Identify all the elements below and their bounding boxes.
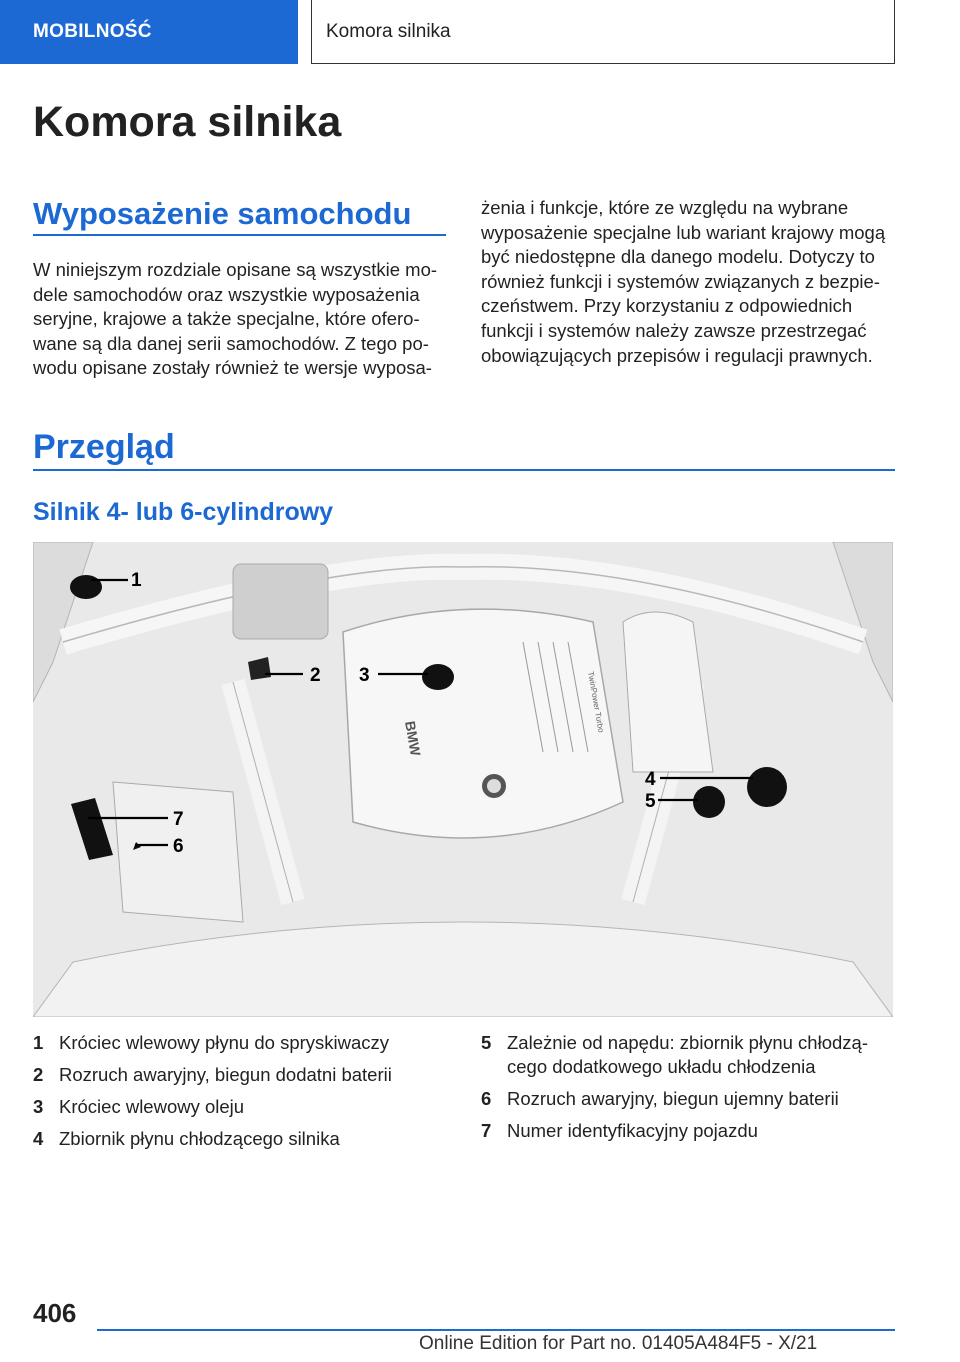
- overview-heading: Przegląd: [33, 428, 175, 466]
- legend-text: [507, 1031, 868, 1079]
- legend-text: Króciec wlewowy oleju: [59, 1096, 245, 1117]
- text-line: funkcji i systemów należy zawsze przestrzegać: [481, 319, 867, 341]
- equipment-rule: [33, 234, 446, 236]
- legend-text: Rozruch awaryjny, biegun ujemny baterii: [507, 1088, 839, 1109]
- callout-6: 6: [173, 836, 184, 857]
- aux-coolant-cap-icon: [693, 786, 725, 818]
- legend-text: Zbiornik płynu chłodzącego silnika: [59, 1128, 340, 1149]
- legend-text: Rozruch awaryjny, biegun dodatni baterii: [59, 1064, 392, 1085]
- footer-rule: [97, 1329, 895, 1331]
- legend-item: [33, 1095, 392, 1119]
- engine-subheading: Silnik 4- lub 6-cylindrowy: [33, 498, 334, 526]
- text-line: wodu opisane zostały również te wersje wyposa‐: [33, 357, 432, 379]
- section-tab[interactable]: MOBILNOŚĆ: [0, 0, 298, 64]
- legend-number: 2: [33, 1064, 44, 1085]
- engine-logo-text: BMW: [402, 719, 424, 757]
- text-line: dele samochodów oraz wszystkie wyposażenia: [33, 283, 420, 305]
- legend-item: [33, 1127, 392, 1151]
- text-line: również funkcji i systemów związanych z bezpie‐: [481, 270, 880, 292]
- legend-number: 7: [481, 1120, 492, 1141]
- text-line: W niniejszym rozdziale opisane są wszystkie mo‐: [33, 259, 438, 280]
- oil-cap-icon: [422, 664, 454, 690]
- legend-item: [33, 1031, 392, 1055]
- text-line: wyposażenie specjalne lub wariant krajowy mogą: [481, 221, 886, 243]
- breadcrumb: [311, 0, 895, 64]
- engine-cover-text: TwinPower Turbo: [586, 670, 606, 734]
- text-line: seryjne, krajowe a także specjalne, które ofero‐: [33, 308, 420, 330]
- callout-4: 4: [645, 769, 656, 790]
- page-title: Komora silnika: [33, 98, 342, 146]
- page-number: 406: [33, 1298, 77, 1328]
- equipment-text-col2: [481, 196, 895, 368]
- text-line: czeństwem. Przy korzystaniu z odpowiednich: [481, 295, 853, 317]
- callout-7: 7: [173, 809, 184, 830]
- legend-number: 1: [33, 1032, 44, 1053]
- legend-text: Numer identyfikacyjny pojazdu: [507, 1120, 758, 1141]
- legend-item: [481, 1031, 868, 1079]
- breadcrumb-label: Komora silnika: [326, 20, 451, 42]
- legend-text-line: cego dodatkowego układu chłodzenia: [507, 1056, 816, 1077]
- legend-left: [33, 1031, 392, 1159]
- legend-item: [481, 1119, 868, 1143]
- text-line: wane są dla danej serii samochodów. Z tego po‐: [33, 332, 429, 354]
- legend-item: [33, 1063, 392, 1087]
- footer-text: Online Edition for Part no. 01405A484F5 - X/21: [419, 1333, 818, 1354]
- callout-5: 5: [645, 791, 656, 812]
- legend-item: [481, 1087, 868, 1111]
- overview-rule: [33, 469, 895, 471]
- callout-2: 2: [310, 665, 321, 686]
- legend-text-line: Zależnie od napędu: zbiornik płynu chłodzą‐: [507, 1032, 868, 1053]
- text-line: obowiązujących przepisów i regulacji prawnych.: [481, 344, 873, 366]
- legend-number: 4: [33, 1128, 44, 1149]
- text-line: żenia i funkcje, które ze względu na wybrane: [481, 197, 849, 218]
- washer-cap-icon: [70, 575, 102, 599]
- engine-bay-photo: [33, 542, 893, 1017]
- legend-right: [481, 1031, 868, 1151]
- text-line: być niedostępne dla danego modelu. Dotyczy to: [481, 246, 875, 268]
- legend-number: 6: [481, 1088, 492, 1109]
- equipment-heading: Wyposażenie samochodu: [33, 196, 412, 231]
- legend-text: Króciec wlewowy płynu do spryskiwaczy: [59, 1032, 390, 1053]
- callout-1: 1: [131, 570, 142, 591]
- legend-number: 5: [481, 1032, 492, 1053]
- callout-3: 3: [359, 665, 370, 686]
- coolant-cap-icon: [747, 767, 787, 807]
- equipment-text-col1: [33, 258, 446, 381]
- legend-number: 3: [33, 1096, 44, 1117]
